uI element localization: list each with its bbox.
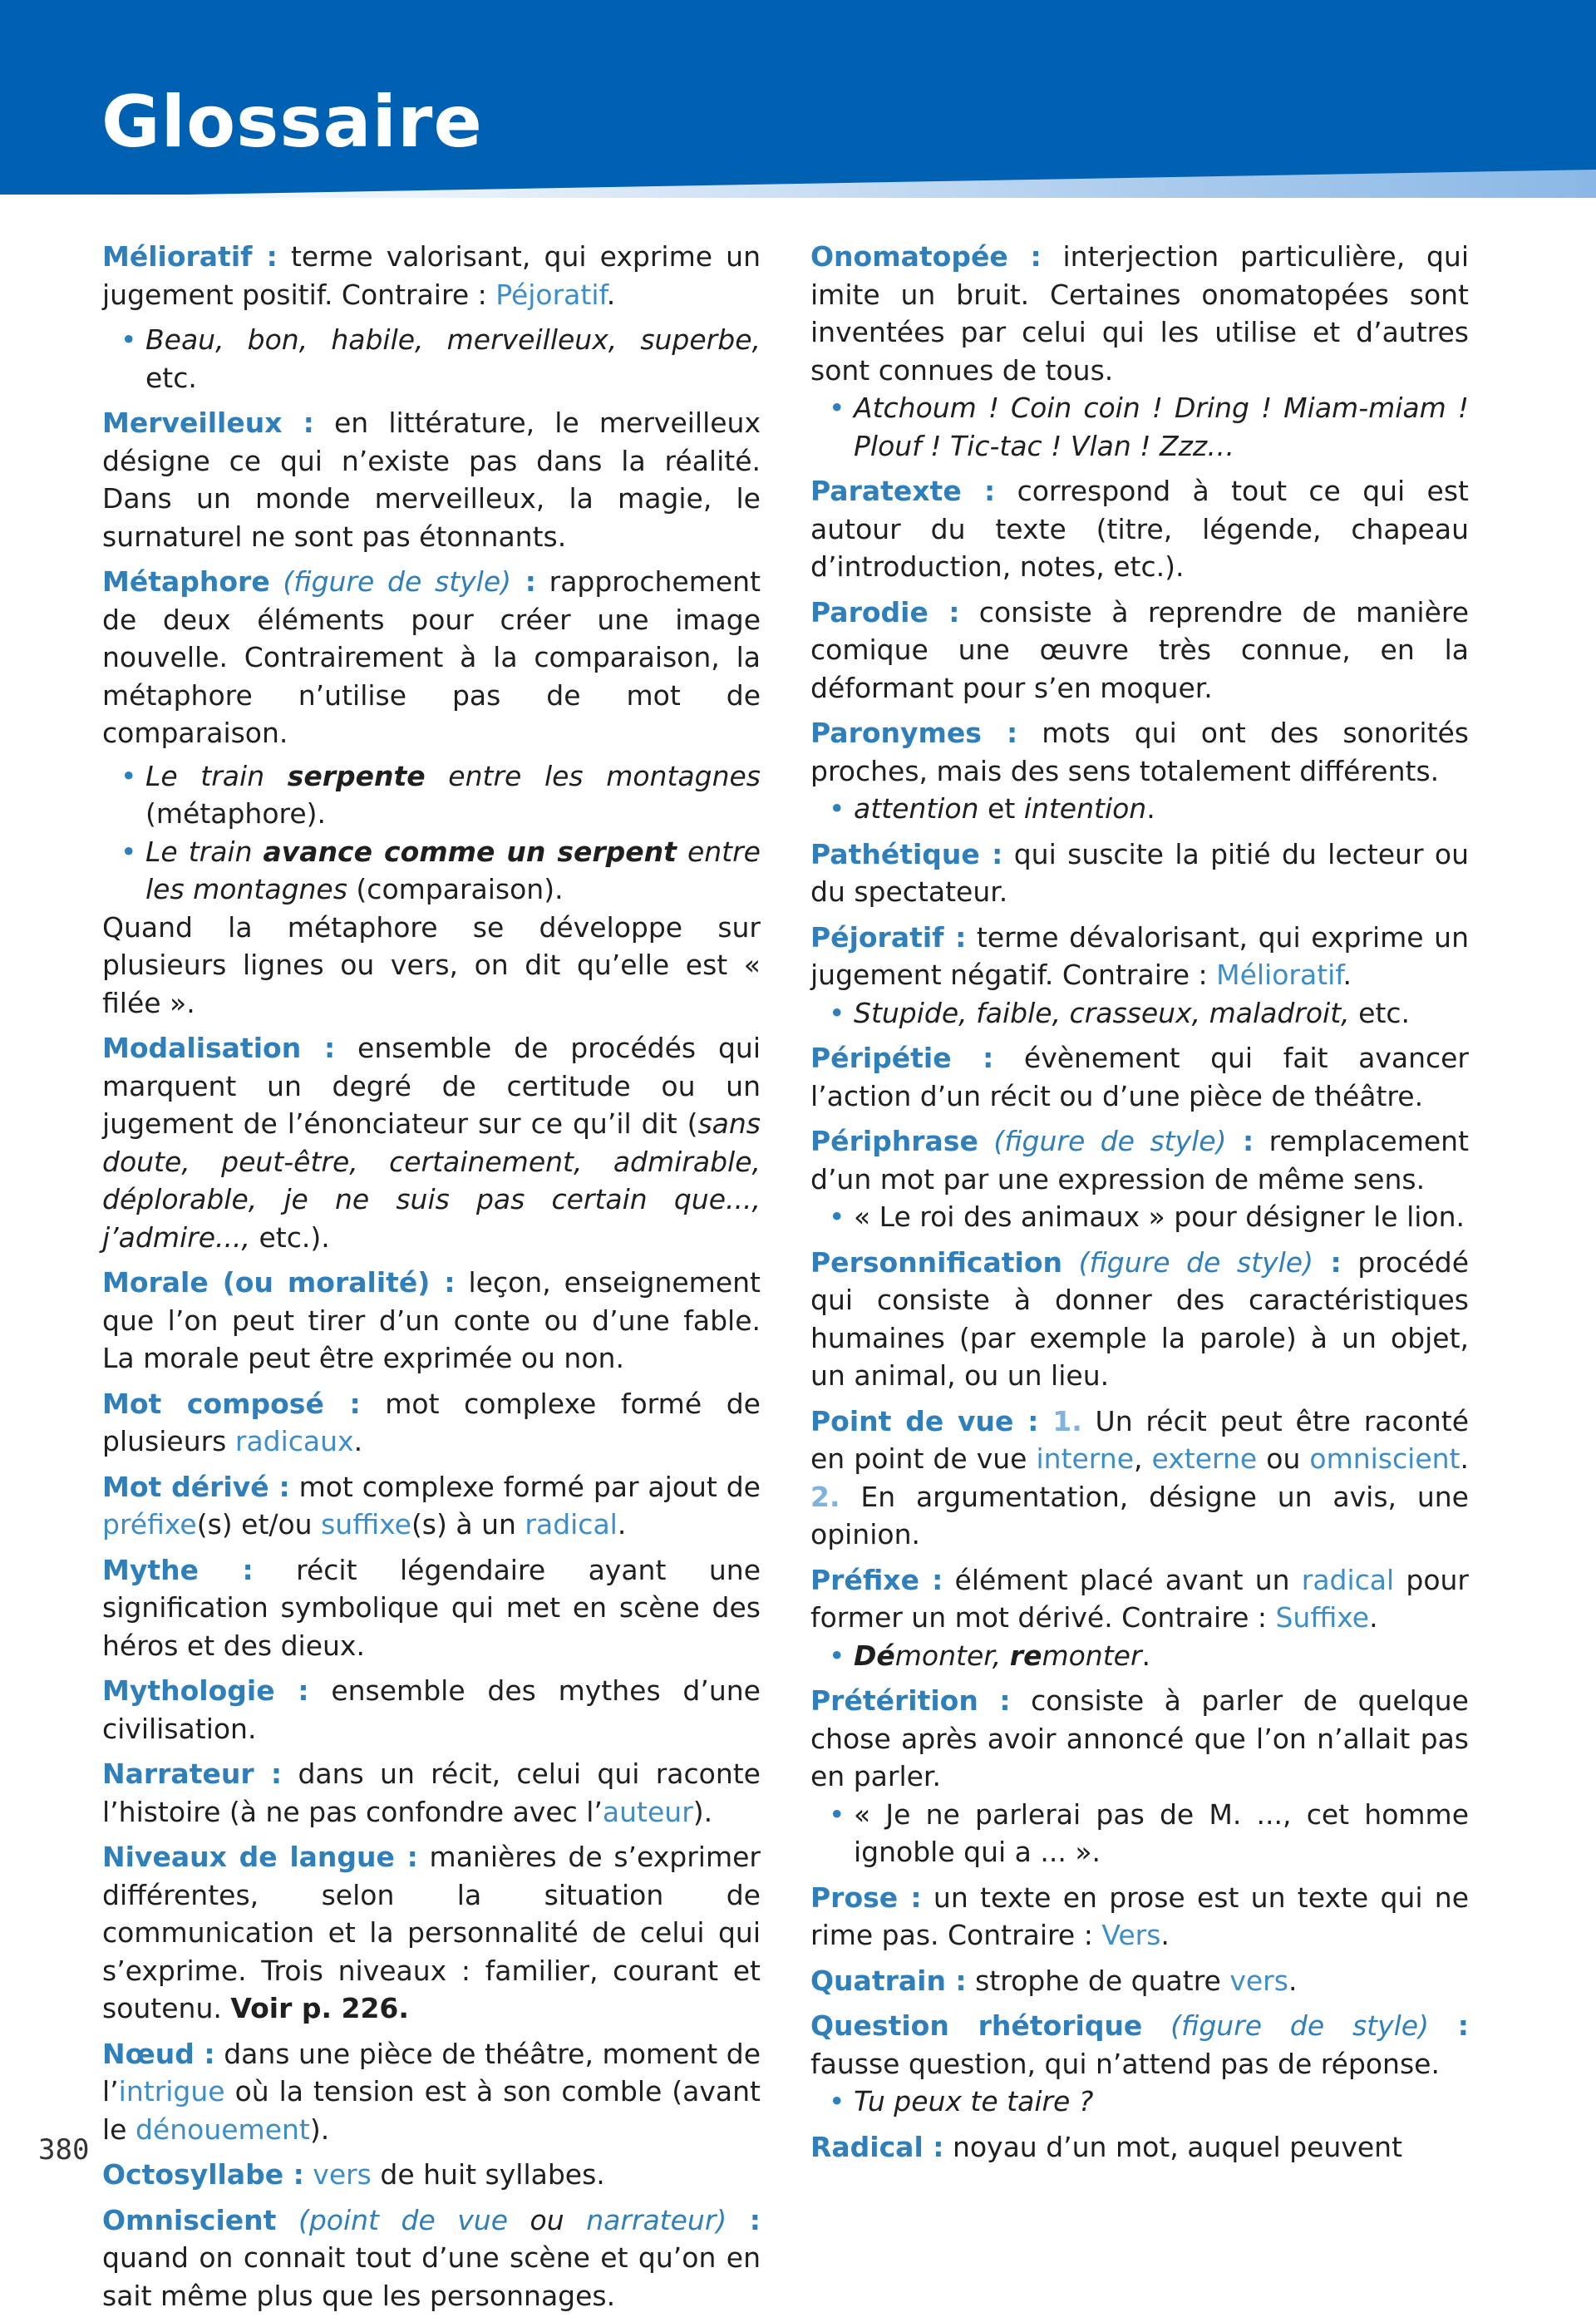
- example-text: etc.: [145, 361, 197, 394]
- example-item: [810, 1637, 1469, 1675]
- punctuation: .: [1141, 1639, 1151, 1672]
- definition: en littérature, le merveilleux désigne ce qui n’existe pas dans la réalité. Dans un monde merveilleux, la magie, le surnaturel ne sont pas étonnants.: [102, 407, 761, 553]
- definition: quand on connait tout d’une scène et qu’on en sait même plus que les personnages.: [102, 2241, 761, 2312]
- definition: Un récit peut être raconté en point de vue: [810, 1404, 1469, 1475]
- term: Prose :: [810, 1881, 922, 1914]
- entry-peripetie: [810, 1039, 1469, 1115]
- term: Narrateur :: [102, 1758, 283, 1790]
- definition: (s) à un: [411, 1508, 525, 1541]
- punctuation: .: [353, 1425, 363, 1457]
- term: Point de vue :: [810, 1404, 1039, 1437]
- bullet-icon: •: [829, 996, 845, 1029]
- example-item: [102, 833, 761, 909]
- bullet-icon: •: [829, 1200, 845, 1233]
- entry-noeud: [102, 2035, 761, 2149]
- term-colon: :: [511, 565, 536, 598]
- entry-paratexte: [810, 472, 1469, 586]
- definition: consiste à parler de quelque chose après avoir annoncé que l’on n’allait pas en parler.: [810, 1684, 1469, 1792]
- bullet-icon: •: [121, 323, 137, 356]
- cross-reference-link[interactable]: vers: [303, 2158, 372, 2191]
- example-text: Tu peux te taire ?: [854, 2085, 1094, 2117]
- term: Paronymes :: [810, 717, 1018, 749]
- example-item: [810, 1796, 1469, 1871]
- example-item: [102, 757, 761, 833]
- cross-reference-link[interactable]: externe: [1151, 1442, 1258, 1475]
- term: Mot composé :: [102, 1387, 361, 1420]
- definition: récit légendaire ayant une signification symbolique qui met en scène des héros et des dieux.: [102, 1553, 761, 1662]
- example-item: [810, 389, 1469, 465]
- cross-reference-link[interactable]: radical: [1301, 1563, 1395, 1596]
- page-title: Glossaire: [101, 81, 483, 164]
- term: Morale (ou moralité) :: [102, 1266, 456, 1299]
- definition: élément placé avant un: [943, 1563, 1302, 1596]
- term: Onomatopée :: [810, 240, 1042, 273]
- glossary-column-left: [102, 238, 761, 2322]
- term-note: (figure de style): [1142, 2009, 1429, 2042]
- example-text: entre les montagnes: [425, 759, 761, 792]
- definition: mot complexe formé de plusieurs: [102, 1387, 761, 1457]
- definition: terme valorisant, qui exprime un jugement positif. Contraire :: [102, 240, 761, 311]
- example-text: (métaphore).: [145, 797, 327, 830]
- entry-onomatopee: [810, 238, 1469, 389]
- punctuation: ,: [1134, 1442, 1152, 1475]
- definition: fausse question, qui n’attend pas de réponse.: [810, 2047, 1440, 2080]
- term: Parodie :: [810, 595, 960, 629]
- punctuation: .: [1460, 1442, 1469, 1475]
- example-item: [810, 994, 1469, 1033]
- entry-octosyllabe: [102, 2156, 761, 2194]
- definition: interjection particulière, qui imite un bruit. Certaines onomatopées sont inventées par celui qui les utilise et d’autres sont connues de tous.: [810, 240, 1470, 387]
- example-text: Le train: [145, 835, 264, 868]
- term: Pathétique :: [810, 837, 1003, 870]
- cross-reference-link[interactable]: intrigue: [118, 2075, 225, 2108]
- term: Mythologie :: [102, 1674, 309, 1707]
- definition: noyau d’un mot, auquel peuvent: [943, 2130, 1403, 2163]
- definition: où la tension est à son comble (avant le: [102, 2075, 761, 2146]
- entry-merveilleux: [102, 404, 761, 555]
- term: Préfixe :: [810, 1563, 943, 1596]
- definition: évènement qui fait avancer l’action d’un récit ou d’une pièce de théâtre.: [810, 1042, 1470, 1112]
- definition: consiste à reprendre de manière comique une œuvre très connue, en la déformant pour s’en moquer.: [810, 595, 1470, 704]
- definition: (s) et/ou: [196, 1508, 322, 1541]
- punctuation: .: [1160, 1919, 1170, 1951]
- term: Merveilleux :: [102, 407, 314, 439]
- cross-reference-link[interactable]: vers: [1229, 1964, 1288, 1997]
- definition: terme dévalorisant, qui exprime un jugement négatif. Contraire :: [810, 920, 1469, 991]
- bullet-icon: •: [829, 792, 845, 825]
- example-item: [810, 2083, 1469, 2121]
- cross-reference-link[interactable]: Mélioratif: [1216, 959, 1343, 991]
- entry-preterition: [810, 1682, 1469, 1796]
- example-item: [810, 790, 1469, 828]
- bullet-icon: •: [829, 1639, 845, 1672]
- punctuation: ).: [309, 2112, 330, 2146]
- cross-reference-link[interactable]: préfixe: [102, 1508, 197, 1541]
- term: Quatrain :: [810, 1964, 967, 1997]
- entry-quatrain: [810, 1962, 1469, 2000]
- term-colon: :: [1226, 1125, 1254, 1157]
- definition: qui suscite la pitié du lecteur ou du spectateur.: [810, 837, 1469, 908]
- example-text: Stupide, faible, crasseux, maladroit,: [854, 996, 1350, 1029]
- example-text: Atchoum ! Coin coin ! Dring ! Miam-miam ! Plouf ! Tic-tac ! Vlan ! Zzz…: [854, 392, 1469, 462]
- glossary-column-right: [810, 238, 1469, 2173]
- bullet-icon: •: [121, 835, 137, 868]
- example-text: Le train: [145, 759, 288, 792]
- term-note: (figure de style): [1062, 1245, 1313, 1279]
- entry-periphrase: [810, 1122, 1469, 1198]
- definition: remplacement d’un mot par une expression de même sens.: [810, 1125, 1470, 1196]
- example-text: intention: [1023, 792, 1147, 825]
- example-emphasis: serpente: [287, 759, 426, 792]
- example-text: (comparaison).: [347, 873, 564, 905]
- definition: dans un récit, celui qui raconte l’histoire (à ne pas confondre avec l’: [102, 1758, 761, 1828]
- definition: ensemble de procédés qui marquent un degré de certitude ou un jugement de l’énonciateur sur ce qu’il dit (: [102, 1032, 761, 1140]
- example-text: entre les montagnes: [145, 835, 761, 905]
- term: Mythe :: [102, 1553, 254, 1586]
- example-emphasis: re: [1009, 1639, 1042, 1672]
- term-note: (figure de style): [978, 1125, 1227, 1157]
- cross-reference-link[interactable]: Suffixe: [1275, 1601, 1370, 1634]
- term: Niveaux de langue :: [102, 1841, 418, 1873]
- term: Mélioratif :: [102, 240, 278, 273]
- entry-morale: [102, 1264, 761, 1378]
- bullet-icon: •: [829, 2085, 845, 2117]
- entry-pathetique: [810, 836, 1469, 911]
- term: Omniscient: [102, 2203, 277, 2236]
- example-text: etc.: [1349, 996, 1411, 1029]
- definition: de huit syllabes.: [371, 2158, 605, 2191]
- page-number: 380: [38, 2133, 90, 2167]
- example-text: Beau, bon, habile, merveilleux, superbe,: [145, 323, 761, 356]
- cross-reference-link[interactable]: suffixe: [321, 1508, 411, 1541]
- entry-melioratif: [102, 238, 761, 313]
- punctuation: .: [606, 278, 616, 311]
- entry-metaphore-continued: Quand la métaphore se développe sur plusieurs lignes ou vers, on dit qu’elle est « filée ».: [102, 910, 761, 1019]
- entry-narrateur: [102, 1755, 761, 1831]
- term-colon: :: [727, 2203, 761, 2236]
- term: Périphrase: [810, 1125, 978, 1157]
- entry-metaphore: [102, 563, 761, 752]
- punctuation: .: [1369, 1601, 1378, 1634]
- term: Paratexte :: [810, 475, 996, 507]
- example-text: monter: [1042, 1639, 1142, 1672]
- term-colon: :: [1313, 1245, 1342, 1279]
- entry-prose: [810, 1879, 1469, 1955]
- definition: mot complexe formé par ajout de: [289, 1470, 761, 1503]
- term-note: (point de vue: [276, 2203, 509, 2236]
- example-item: [102, 321, 761, 397]
- example-text: attention: [854, 792, 979, 825]
- punctuation: .: [617, 1508, 627, 1541]
- definition: manières de s’exprimer différentes, selon la situation de communication et la personnalité de celui qui s’exprime. Trois niveaux : familier, courant et soutenu.: [102, 1841, 761, 2024]
- entry-omniscient: [102, 2201, 761, 2315]
- punctuation: .: [1342, 959, 1352, 991]
- definition: procédé qui consiste à donner des caractéristiques humaines (par exemple la parole) à un objet, un animal, ou un lieu.: [810, 1245, 1470, 1392]
- example-emphasis: Dé: [854, 1639, 895, 1672]
- entry-parodie: [810, 594, 1469, 707]
- cross-reference-link[interactable]: radical: [525, 1508, 618, 1541]
- term: Mot dérivé :: [102, 1470, 290, 1503]
- term: Péripétie :: [810, 1042, 994, 1074]
- item-number: 1.: [1038, 1404, 1082, 1437]
- term-note: ou: [508, 2203, 587, 2236]
- item-number: 2.: [810, 1480, 840, 1513]
- definition-italic: sans doute, peut-être, certainement, admirable, déplorable, je ne suis pas certain que..., j’admire...,: [102, 1107, 761, 1254]
- cross-reference-link[interactable]: interne: [1036, 1442, 1135, 1475]
- example-item: [810, 1198, 1469, 1236]
- term: Personnification: [810, 1245, 1062, 1279]
- definition: mots qui ont des sonorités proches, mais des sens totalement différents.: [810, 717, 1469, 787]
- definition: pour former un mot dérivé. Contraire :: [810, 1563, 1469, 1634]
- definition: strophe de quatre: [966, 1964, 1230, 1997]
- term: Prétérition :: [810, 1684, 1011, 1717]
- entry-personnification: [810, 1244, 1469, 1395]
- term-note: narrateur): [586, 2203, 727, 2236]
- term: Question rhétorique: [810, 2009, 1143, 2042]
- punctuation: ).: [692, 1795, 713, 1828]
- punctuation: .: [1288, 1964, 1298, 1997]
- bullet-icon: •: [121, 759, 137, 792]
- entry-pejoratif: [810, 919, 1469, 994]
- cross-reference-link[interactable]: radicaux: [234, 1425, 354, 1457]
- term-colon: :: [1428, 2009, 1470, 2042]
- term-note: (figure de style): [269, 565, 512, 598]
- definition: dans une pièce de théâtre, moment de l’: [102, 2037, 761, 2108]
- entry-mot-derive: [102, 1468, 761, 1544]
- term: Péjoratif :: [810, 920, 967, 954]
- definition: etc.).: [249, 1220, 330, 1254]
- example-text: et: [978, 792, 1024, 825]
- term: Métaphore: [102, 565, 270, 598]
- example-text: « Je ne parlerai pas de M. ..., cet homme ignoble qui a ... ».: [854, 1797, 1469, 1868]
- cross-reference-link[interactable]: Péjoratif: [495, 278, 607, 311]
- entry-radical: [810, 2128, 1469, 2167]
- entry-paronymes: [810, 714, 1469, 790]
- definition: un texte en prose est un texte qui ne rime pas. Contraire :: [810, 1881, 1470, 1951]
- definition: rapprochement de deux éléments pour créer une image nouvelle. Contrairement à la comparaison, la métaphore n’utilise pas de mot de comparaison.: [102, 565, 761, 749]
- term: Radical :: [810, 2130, 944, 2163]
- example-emphasis: avance comme un serpent: [263, 835, 677, 868]
- entry-niveaux-de-langue: [102, 1838, 761, 2028]
- term: Modalisation :: [102, 1032, 336, 1064]
- example-text: .: [1146, 792, 1155, 825]
- cross-reference-link[interactable]: omniscient: [1309, 1442, 1461, 1475]
- term: Nœud :: [102, 2037, 215, 2070]
- cross-reference-link[interactable]: dénouement: [135, 2112, 310, 2146]
- entry-modalisation: [102, 1029, 761, 1256]
- entry-mythe: [102, 1551, 761, 1665]
- entry-prefixe: [810, 1561, 1469, 1637]
- definition: correspond à tout ce qui est autour du texte (titre, légende, chapeau d’introduction, notes, etc.).: [810, 475, 1469, 583]
- entry-mythologie: [102, 1672, 761, 1748]
- example-text: monter,: [894, 1639, 1010, 1672]
- entry-point-de-vue: [810, 1403, 1469, 1554]
- cross-reference-link[interactable]: auteur: [602, 1795, 693, 1828]
- example-text: « Le roi des animaux » pour désigner le lion.: [854, 1200, 1465, 1233]
- definition: ou: [1257, 1442, 1310, 1475]
- cross-reference-link[interactable]: Vers: [1101, 1919, 1161, 1951]
- bullet-icon: •: [829, 1797, 845, 1831]
- definition: ensemble des mythes d’une civilisation.: [102, 1674, 761, 1745]
- bullet-icon: •: [829, 392, 845, 424]
- entry-question-rhetorique: [810, 2007, 1469, 2083]
- page-reference: Voir p. 226.: [230, 1992, 409, 2024]
- term: Octosyllabe :: [102, 2158, 304, 2191]
- entry-mot-compose: [102, 1385, 761, 1461]
- definition: leçon, enseignement que l’on peut tirer d’un conte ou d’une fable. La morale peut être exprimée ou non.: [102, 1266, 761, 1374]
- definition: En argumentation, désigne un avis, une opinion.: [810, 1480, 1469, 1550]
